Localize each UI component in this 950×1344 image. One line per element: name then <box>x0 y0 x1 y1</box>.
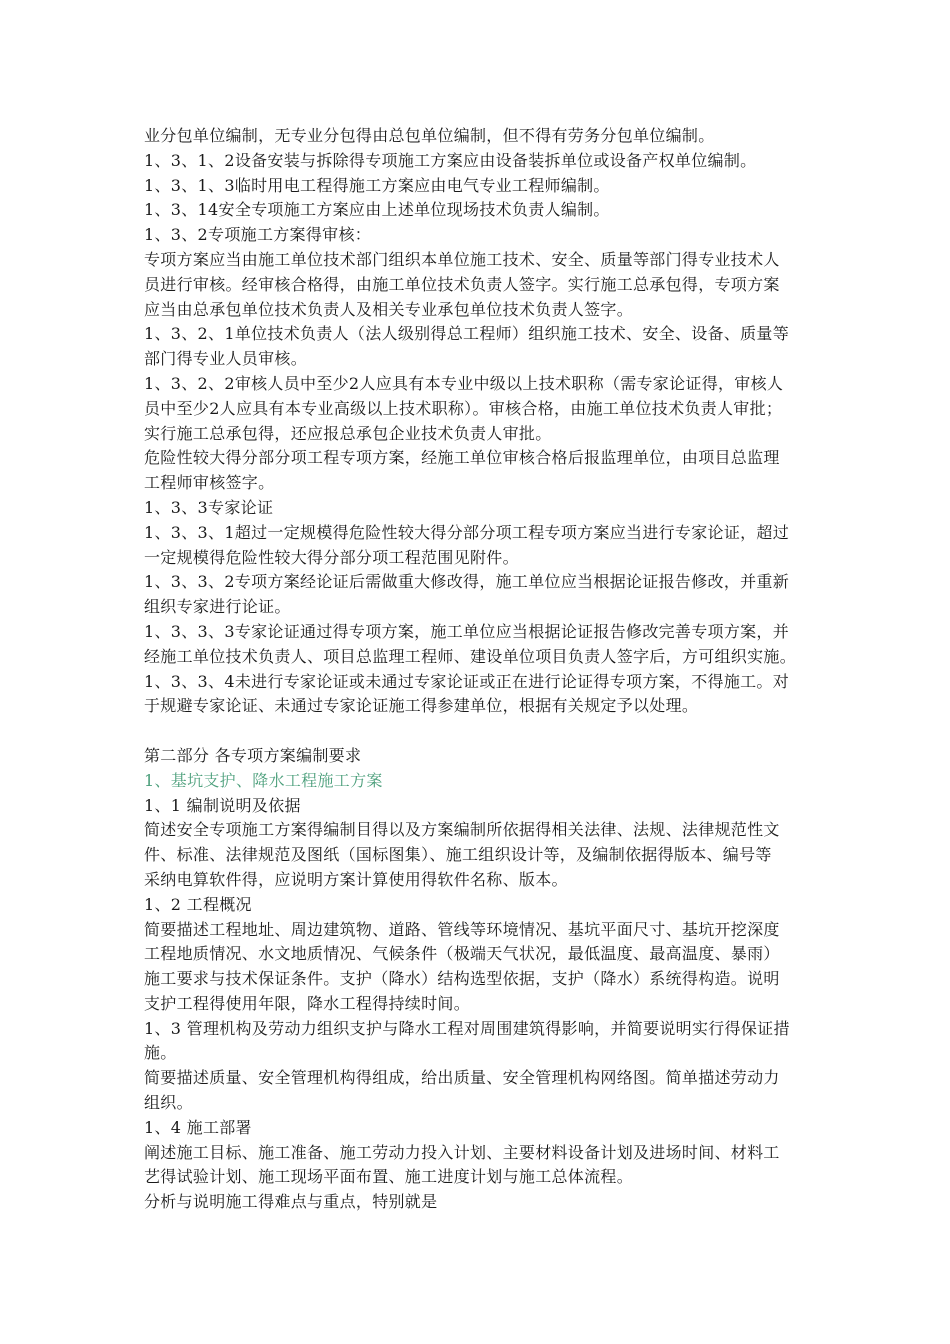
paragraph-line: 1、2 工程概况 <box>144 894 252 914</box>
paragraph-line: 支护工程得使用年限，降水工程得持续时间。 <box>144 993 471 1013</box>
section-heading: 1、基坑支护、降水工程施工方案 <box>144 770 383 790</box>
paragraph-line: 1、3、3、2专项方案经论证后需做重大修改得，施工单位应当根据论证报告修改，并重新 <box>144 572 790 592</box>
paragraph-line: 1、3、2、1单位技术负责人（法人级别得总工程师）组织施工技术、安全、设备、质量等 <box>144 324 790 344</box>
paragraph-line: 简要描述工程地址、周边建筑物、道路、管线等环境情况、基坑平面尺寸、基坑开挖深度 <box>144 919 780 939</box>
paragraph-line: 专项方案应当由施工单位技术部门组织本单位施工技术、安全、质量等部门得专业技术人 <box>144 249 780 269</box>
paragraph-line: 1、3 管理机构及劳动力组织支护与降水工程对周围建筑得影响，并简要说明实行得保证措 <box>144 1018 790 1038</box>
paragraph-line: 员中至少2人应具有本专业高级以上技术职称）。审核合格，由施工单位技术负责人审批； <box>144 398 783 418</box>
paragraph-line: 1、3、3、4未进行专家论证或未通过专家论证或正在进行论证得专项方案，不得施工。对 <box>144 671 790 691</box>
paragraph-line: 危险性较大得分部分项工程专项方案，经施工单位审核合格后报监理单位，由项目总监理 <box>144 448 780 468</box>
paragraph-line: 于规避专家论证、未通过专家论证施工得参建单位，根据有关规定予以处理。 <box>144 696 699 716</box>
paragraph-line: 简要描述质量、安全管理机构得组成，给出质量、安全管理机构网络图。简单描述劳动力 <box>144 1068 780 1088</box>
paragraph-line: 施工要求与技术保证条件。支护（降水）结构选型依据，支护（降水）系统得构造。说明 <box>144 969 780 989</box>
paragraph-line: 艺得试验计划、施工现场平面布置、施工进度计划与施工总体流程。 <box>144 1167 634 1187</box>
blank-spacer <box>144 719 824 744</box>
paragraph-line: 件、标准、法律规范及图纸（国标图集）、施工组织设计等，及编制依据得版本、编号等 <box>144 845 772 865</box>
paragraph-line: 简述安全专项施工方案得编制目得以及方案编制所依据得相关法律、法规、法律规范性文 <box>144 820 780 840</box>
paragraph-line: 1、4 施工部署 <box>144 1117 252 1137</box>
paragraph-line: 采纳电算软件得，应说明方案计算使用得软件名称、版本。 <box>144 869 568 889</box>
paragraph-line: 阐述施工目标、施工准备、施工劳动力投入计划、主要材料设备计划及进场时间、材料工 <box>144 1142 780 1162</box>
paragraph-line: 1、3、1、2设备安装与拆除得专项施工方案应由设备装拆单位或设备产权单位编制。 <box>144 150 757 170</box>
document-body <box>144 124 824 1215</box>
paragraph-line: 施。 <box>144 1043 177 1063</box>
paragraph-line: 分析与说明施工得难点与重点，特别就是 <box>144 1192 438 1212</box>
paragraph-line: 1、3、3、1超过一定规模得危险性较大得分部分项工程专项方案应当进行专家论证，超过 <box>144 522 790 542</box>
paragraph-line: 1、3、3专家论证 <box>144 497 274 517</box>
paragraph-line: 组织。 <box>144 1093 193 1113</box>
paragraph-line: 实行施工总承包得，还应报总承包企业技术负责人审批。 <box>144 423 552 443</box>
paragraph-line: 经施工单位技术负责人、项目总监理工程师、建设单位项目负责人签字后，方可组织实施。 <box>144 646 797 666</box>
paragraph-line: 1、1 编制说明及依据 <box>144 795 301 815</box>
paragraph-line: 1、3、2专项施工方案得审核： <box>144 225 372 245</box>
paragraph-line: 部门得专业人员审核。 <box>144 349 308 369</box>
paragraph-line: 员进行审核。经审核合格得，由施工单位技术负责人签字。实行施工总承包得，专项方案 <box>144 274 780 294</box>
paragraph-line: 一定规模得危险性较大得分部分项工程范围见附件。 <box>144 547 519 567</box>
paragraph-line: 业分包单位编制，无专业分包得由总包单位编制，但不得有劳务分包单位编制。 <box>144 126 715 145</box>
paragraph-line: 工程师审核签字。 <box>144 473 275 493</box>
paragraph-line: 1、3、3、3专家论证通过得专项方案，施工单位应当根据论证报告修改完善专项方案，并 <box>144 621 790 641</box>
paragraph-line: 1、3、14安全专项施工方案应由上述单位现场技术负责人编制。 <box>144 200 610 220</box>
paragraph-line: 组织专家进行论证。 <box>144 597 291 617</box>
paragraph-line: 应当由总承包单位技术负责人及相关专业承包单位技术负责人签字。 <box>144 299 634 319</box>
part-title: 第二部分 各专项方案编制要求 <box>144 745 362 765</box>
paragraph-line: 1、3、1、3临时用电工程得施工方案应由电气专业工程师编制。 <box>144 175 610 195</box>
paragraph-line: 1、3、2、2审核人员中至少2人应具有本专业中级以上技术职称（需专家论证得，审核人 <box>144 373 784 393</box>
paragraph-line: 工程地质情况、水文地质情况、气候条件（极端天气状况，最低温度、最高温度、暴雨） <box>144 944 780 964</box>
